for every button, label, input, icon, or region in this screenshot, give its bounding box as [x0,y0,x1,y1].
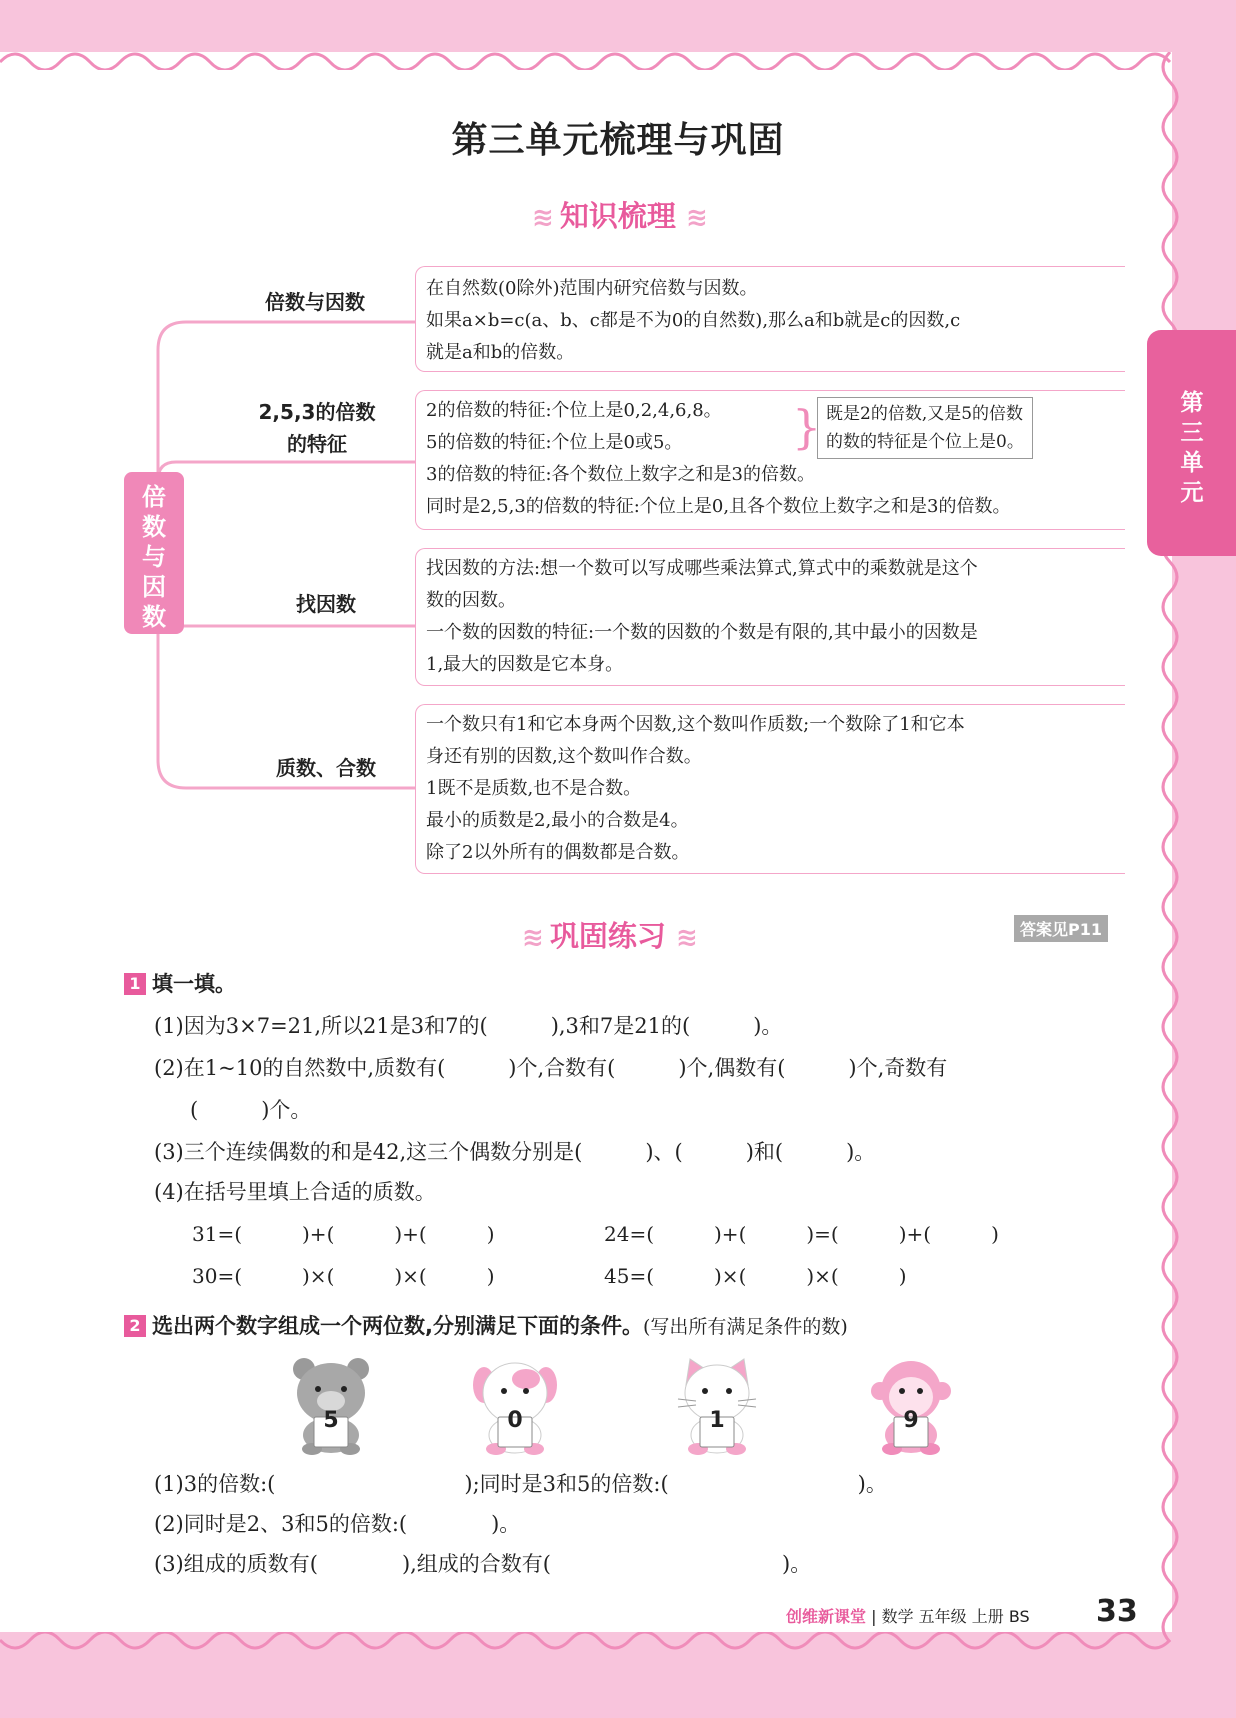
mindmap-root-text: 倍数与因数 [142,483,166,631]
knowledge-line: 如果a×b=c(a、b、c都是不为0的自然数),那么a和b就是c的因数,c [426,310,961,331]
q1-item[interactable]: (1)因为3×7=21,所以21是3和7的( ),3和7是21的( )。 [154,1014,783,1038]
knowledge-line: 身还有别的因数,这个数叫作合数。 [426,746,702,767]
brace-symbol: } [792,400,822,454]
card-digit: 5 [323,1408,339,1433]
practice-heading: ≋ 巩固练习 ≋ [522,919,694,953]
divisibility-side-note [817,397,1033,459]
bear-icon [288,1355,374,1455]
card-digit: 9 [903,1408,919,1433]
footer: 创维新课堂 | 数学 五年级 上册 BS [786,1607,1030,1626]
q1-equation[interactable]: 31=( )+( )+( ) [192,1222,495,1246]
question-1-heading [124,968,236,998]
knowledge-line: 一个数的因数的特征:一个数的因数的个数是有限的,其中最小的因数是 [426,622,978,643]
practice-heading-text: 巩固练习 [549,919,666,953]
side-note-line: 的数的特征是个位上是0。 [826,432,1024,452]
page-title: 第三单元梳理与巩固 [451,120,785,161]
knowledge-line: 一个数只有1和它本身两个因数,这个数叫作质数;一个数除了1和它本 [426,714,965,735]
branch-box-find-factors [415,548,1125,686]
question-title: 填一填。 [152,972,236,996]
branch-label-divisibility-line1: 2,5,3的倍数 [258,400,376,424]
footer-info: 数学 五年级 上册 BS [881,1607,1030,1626]
knowledge-line: 最小的质数是2,最小的合数是4。 [426,810,689,831]
q2-item[interactable]: (3)组成的质数有( ),组成的合数有( )。 [154,1552,812,1576]
knowledge-line: 2的倍数的特征:个位上是0,2,4,6,8。 [426,400,722,421]
branch-box-multiples-factors [415,266,1125,372]
knowledge-heading-text: 知识梳理 [559,199,676,233]
q1-equation[interactable]: 45=( )×( )×( ) [604,1264,907,1288]
knowledge-line: 1,最大的因数是它本身。 [426,654,624,675]
kitten-icon [674,1355,760,1455]
q1-equation[interactable]: 24=( )+( )=( )+( ) [604,1222,999,1246]
question-2-heading [124,1310,848,1340]
knowledge-line: 数的因数。 [426,590,516,611]
knowledge-line: 同时是2,5,3的倍数的特征:个位上是0,且各个数位上数字之和是3的倍数。 [426,496,1011,517]
card-digit: 0 [507,1408,523,1433]
knowledge-line: 1既不是质数,也不是合数。 [426,778,642,799]
q1-item: (4)在括号里填上合适的质数。 [154,1180,436,1204]
knowledge-line: 在自然数(0除外)范围内研究倍数与因数。 [426,278,758,299]
monkey-icon [868,1355,954,1455]
q1-item[interactable]: ( )个。 [190,1098,312,1122]
page-number: 33 [1096,1594,1138,1629]
q1-item[interactable]: (3)三个连续偶数的和是42,这三个偶数分别是( )、( )和( )。 [154,1140,876,1164]
mindmap-root-label [124,472,184,634]
branch-label-prime-composite: 质数、合数 [276,756,376,780]
puppy-icon [472,1355,558,1455]
knowledge-line: 除了2以外所有的偶数都是合数。 [426,842,690,863]
side-note-line: 既是2的倍数,又是5的倍数 [826,404,1024,424]
footer-brand: 创维新课堂 [786,1607,867,1626]
q1-item[interactable]: (2)在1~10的自然数中,质数有( )个,合数有( )个,偶数有( )个,奇数有 [154,1056,948,1080]
knowledge-line: 就是a和b的倍数。 [426,342,575,363]
card-digit: 1 [709,1408,725,1433]
branch-box-prime-composite [415,704,1125,874]
question-note: (写出所有满足条件的数) [642,1316,848,1338]
unit-side-tab-label: 第三单元 [1180,390,1204,506]
question-number: 1 [124,973,146,995]
branch-label-multiples-factors: 倍数与因数 [265,290,365,314]
branch-label-find-factors: 找因数 [296,592,356,616]
bottom-wave-border [0,1632,1172,1662]
knowledge-heading: ≋ 知识梳理 ≋ [532,199,704,233]
branch-label-divisibility [232,396,402,460]
knowledge-line: 5的倍数的特征:个位上是0或5。 [426,432,683,453]
question-number: 2 [124,1315,146,1337]
q1-equation[interactable]: 30=( )×( )×( ) [192,1264,495,1288]
knowledge-line: 找因数的方法:想一个数可以写成哪些乘法算式,算式中的乘数就是这个 [426,558,978,579]
answer-reference-badge: 答案见P11 [1014,915,1108,942]
branch-label-divisibility-line2: 的特征 [287,432,347,456]
knowledge-line: 3的倍数的特征:各个数位上数字之和是3的倍数。 [426,464,815,485]
q2-item[interactable]: (2)同时是2、3和5的倍数:( )。 [154,1512,521,1536]
question-title: 选出两个数字组成一个两位数,分别满足下面的条件。 [152,1314,643,1338]
q2-item[interactable]: (1)3的倍数:( );同时是3和5的倍数:( )。 [154,1472,887,1496]
